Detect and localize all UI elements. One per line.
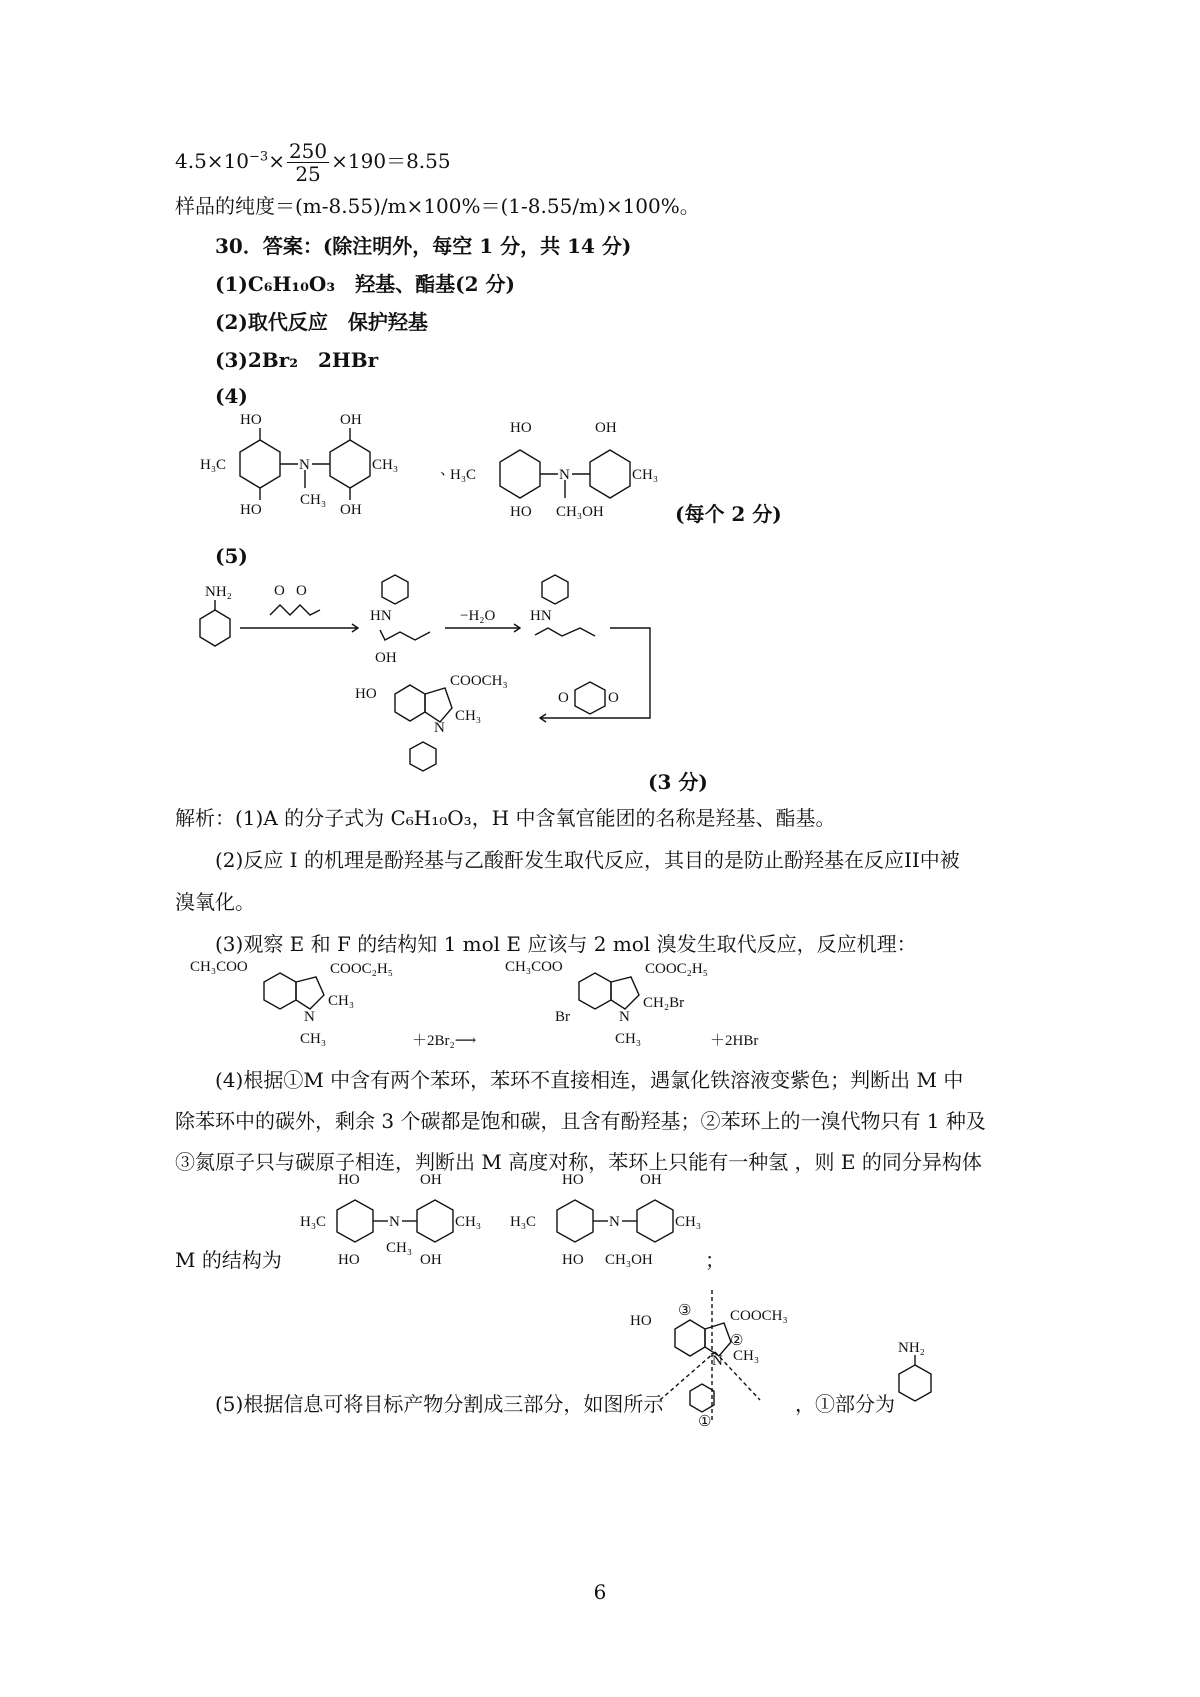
fraction: $\frac{250}{25}$ [288,139,328,186]
solution-4e: ； [705,1248,725,1272]
svg-text:O: O [296,583,307,599]
solution-2a: (2)反应 I 的机理是酚羟基与乙酸酐发生取代反应，其目的是防止酚羟基在反应II中被 [215,848,960,872]
svg-text:N: N [609,1214,620,1230]
svg-text:HO: HO [562,1172,584,1188]
svg-text:COOC₂H₅: COOC₂H₅ [330,961,393,977]
svg-text:CH₃: CH₃ [386,1240,413,1256]
svg-text:N: N [434,720,445,736]
svg-text:CH₃COO: CH₃COO [505,959,563,975]
answer-5-score: (3 分) [648,770,708,794]
svg-text:HO: HO [630,1313,652,1329]
svg-text:CH₃: CH₃ [455,708,482,724]
solution-5b: ，①部分为 [795,1392,895,1416]
svg-text:①: ① [698,1414,712,1430]
intermediate-2 [530,575,595,636]
svg-text:COOC₂H₅: COOC₂H₅ [645,961,708,977]
svg-text:CH₃: CH₃ [675,1214,702,1230]
compound-f [505,959,708,1047]
svg-text:OH: OH [420,1252,442,1268]
svg-text:N: N [299,457,310,473]
svg-text:CH₃: CH₃ [455,1214,482,1230]
answer-4-structures [200,410,720,520]
indole-product [355,673,508,771]
svg-text:CH₃: CH₃ [733,1348,760,1364]
svg-text:N: N [712,1353,723,1369]
svg-text:HN: HN [370,608,392,624]
svg-text:N: N [304,1009,315,1025]
svg-text:HO: HO [510,504,532,520]
svg-text:OH: OH [640,1172,662,1188]
svg-text:OH: OH [340,412,362,428]
split-aniline [898,1340,931,1401]
svg-text:OH: OH [340,502,362,518]
svg-text:OH: OH [595,420,617,436]
svg-text:、: 、 [440,462,456,478]
svg-text:COOCH₃: COOCH₃ [730,1308,788,1324]
answer-4-score: (每个 2 分) [675,502,782,526]
m-structure-2 [510,1172,701,1268]
svg-text:−H₂O: −H₂O [460,608,496,624]
svg-text:O: O [608,690,619,706]
svg-text:N: N [389,1214,400,1230]
svg-text:CH₃: CH₃ [300,492,327,508]
svg-text:HO: HO [510,420,532,436]
svg-text:HO: HO [240,412,262,428]
solution-4b: 除苯环中的碳外，剩余 3 个碳都是饱和碳，且含有酚羟基；②苯环上的一溴代物只有 1 种及 [175,1109,986,1133]
compound-e [190,959,393,1047]
page-number: 6 [593,1580,607,1604]
svg-text:HN: HN [530,608,552,624]
svg-text:HO: HO [338,1172,360,1188]
svg-text:N: N [619,1009,630,1025]
svg-text:H₃C: H₃C [450,467,477,483]
answer-2: (2)取代反应 保护羟基 [215,310,428,334]
svg-text:③: ③ [678,1303,692,1319]
benzoquinone [558,682,619,714]
svg-text:CH₃COO: CH₃COO [190,959,248,975]
svg-text:CH₃: CH₃ [372,457,399,473]
svg-text:O: O [558,690,569,706]
solution-5a: (5)根据信息可将目标产物分割成三部分，如图所示 [215,1392,664,1416]
svg-text:CH₃: CH₃ [632,467,659,483]
svg-text:CH₃: CH₃ [615,1031,642,1047]
svg-text:②: ② [730,1333,744,1349]
svg-text:NH₂: NH₂ [205,584,232,600]
solution-4d: M 的结构为 [175,1248,282,1272]
svg-text:CH₃: CH₃ [300,1031,327,1047]
svg-text:＋2HBr: ＋2HBr [710,1033,759,1049]
solution-4a: (4)根据①M 中含有两个苯环，苯环不直接相连，遇氯化铁溶液变紫色；判断出 M 中 [215,1068,964,1092]
answer-1: (1)C₆H₁₀O₃ 羟基、酯基(2 分) [215,272,515,296]
svg-text:CH₃OH: CH₃OH [605,1252,653,1268]
svg-text:＋2Br₂⟶: ＋2Br₂⟶ [412,1033,477,1049]
svg-text:OH: OH [375,650,397,666]
solution-1: 解析：(1)A 的分子式为 C₆H₁₀O₃，H 中含氧官能团的名称是羟基、酯基。 [175,806,836,830]
svg-text:H₃C: H₃C [200,457,227,473]
bromination-scheme [190,955,810,1055]
svg-text:O: O [274,583,285,599]
solution-4c: ③氮原子只与碳原子相连，判断出 M 高度对称，苯环上只能有一种氢 ，则 E 的同分异构体 [175,1150,982,1174]
svg-text:NH₂: NH₂ [898,1340,925,1356]
answer-5-label: (5) [215,544,248,568]
svg-text:HO: HO [240,502,262,518]
svg-text:H₃C: H₃C [510,1214,537,1230]
solution-2b: 溴氧化。 [175,890,255,914]
answer-3: (3)2Br₂ 2HBr [215,348,379,372]
svg-text:CH₃: CH₃ [328,993,355,1009]
svg-text:Br: Br [555,1009,570,1025]
svg-text:HO: HO [338,1252,360,1268]
svg-text:OH: OH [420,1172,442,1188]
structure-m-1 [200,412,398,518]
svg-text:COOCH₃: COOCH₃ [450,673,508,689]
intermediate-1 [370,575,430,666]
answer-4-label: (4) [215,384,248,408]
calc-line: $4.5\times 10^{-3}\times$ $\frac{250}{25}$ ×190＝8.55 [175,139,451,186]
purity-line: 样品的纯度＝(m-8.55)/m×100%＝(1-8.55/m)×100%。 [175,194,700,218]
answer-5-scheme [190,570,670,780]
solution-3: (3)观察 E 和 F 的结构知 1 mol E 应该与 2 mol 溴发生取代反应，反应机理： [215,932,917,956]
q30-heading: 30．答案：(除注明外，每空 1 分，共 14 分) [215,234,632,258]
svg-text:HO: HO [562,1252,584,1268]
svg-text:H₃C: H₃C [300,1214,327,1230]
svg-text:CH₃OH: CH₃OH [556,504,604,520]
structure-m-2 [450,420,658,520]
svg-text:CH₂Br: CH₂Br [643,995,685,1011]
m-structure-1 [300,1172,481,1268]
svg-text:HO: HO [355,686,377,702]
svg-text:N: N [559,467,570,483]
m-structures [300,1170,740,1280]
aniline [200,584,232,646]
